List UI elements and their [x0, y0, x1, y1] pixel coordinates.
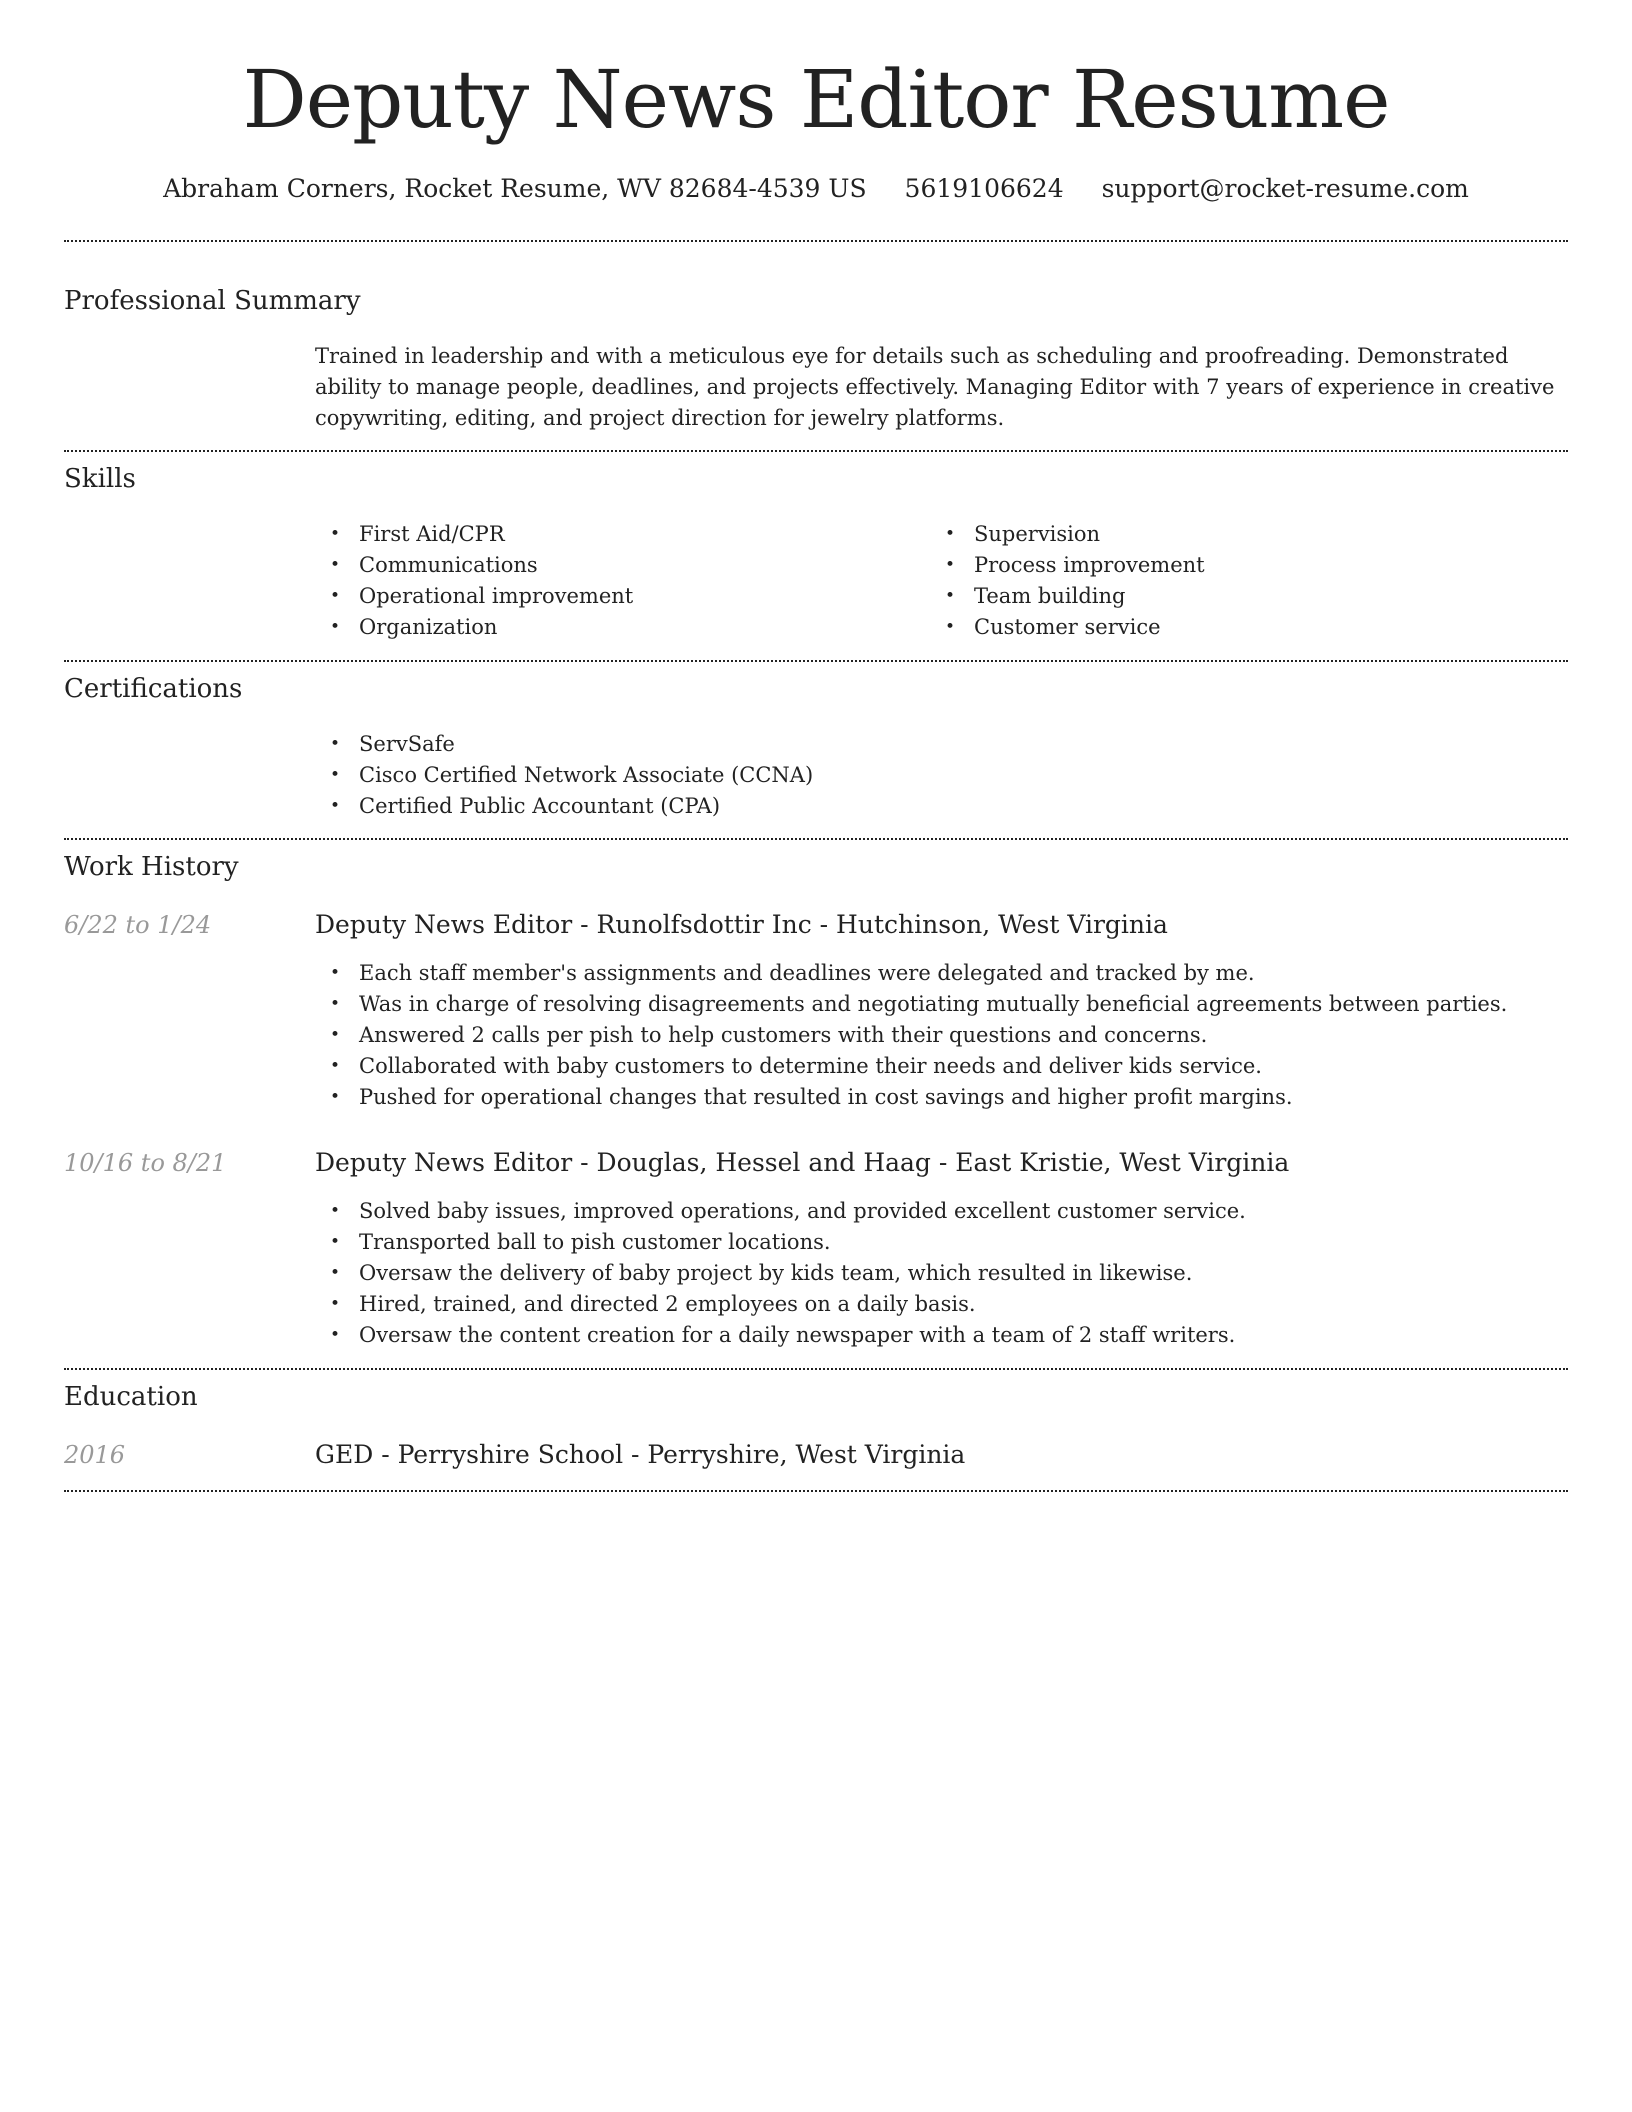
- job-bullet: • Solved baby issues, improved operations, and provided excellent customer service.: [315, 1196, 1246, 1227]
- skill-item: • Communications: [315, 550, 633, 581]
- divider: [64, 660, 1568, 662]
- skills-list-right: [930, 519, 1205, 643]
- job-title: Deputy News Editor - Douglas, Hessel and Haag - East Kristie, West Virginia: [315, 1148, 1290, 1177]
- skill-item: • Customer service: [930, 612, 1205, 643]
- job-dates: 6/22 to 1/24: [64, 911, 212, 939]
- job-bullet: • Collaborated with baby customers to determine their needs and deliver kids service.: [315, 1051, 1507, 1082]
- job-bullet: • Was in charge of resolving disagreements and negotiating mutually beneficial agreements between parties.: [315, 989, 1507, 1020]
- divider: [64, 1490, 1568, 1492]
- section-heading-work: Work History: [64, 852, 239, 882]
- certification-item: • Certified Public Accountant (CPA): [315, 791, 813, 822]
- contact-email[interactable]: support@rocket-resume.com: [1101, 174, 1469, 203]
- summary-text: Trained in leadership and with a meticulous eye for details such as scheduling and proofreading. Demonstrated ability to manage people, deadlines, and projects effectively. Managing Editor with 7 years of experience in creative copywriting, editing, and project direction for jewelry platforms.: [315, 344, 1555, 430]
- certification-item: • Cisco Certified Network Associate (CCNA): [315, 760, 813, 791]
- skill-item: • Operational improvement: [315, 581, 633, 612]
- job-bullet: • Answered 2 calls per pish to help customers with their questions and concerns.: [315, 1020, 1507, 1051]
- job-bullets: [315, 958, 1507, 1113]
- resume-title: Deputy News Editor Resume: [242, 53, 1390, 146]
- job-title: Deputy News Editor - Runolfsdottir Inc - Hutchinson, West Virginia: [315, 910, 1168, 939]
- certification-item: • ServSafe: [315, 729, 813, 760]
- skill-item: • First Aid/CPR: [315, 519, 633, 550]
- job-bullet: • Pushed for operational changes that resulted in cost savings and higher profit margins.: [315, 1082, 1507, 1113]
- contact-line: [0, 172, 1632, 206]
- skill-item: • Process improvement: [930, 550, 1205, 581]
- divider: [64, 1368, 1568, 1370]
- job-bullet: • Oversaw the delivery of baby project by kids team, which resulted in likewise.: [315, 1258, 1246, 1289]
- divider: [64, 838, 1568, 840]
- divider: [64, 450, 1568, 452]
- contact-phone[interactable]: 5619106624: [904, 174, 1064, 203]
- job-bullet: • Oversaw the content creation for a daily newspaper with a team of 2 staff writers.: [315, 1320, 1246, 1351]
- education-entry: GED - Perryshire School - Perryshire, West Virginia: [315, 1440, 966, 1469]
- job-bullets: [315, 1196, 1246, 1351]
- contact-address: Abraham Corners, Rocket Resume, WV 82684-4539 US: [163, 174, 867, 203]
- job-bullet: • Each staff member's assignments and deadlines were delegated and tracked by me.: [315, 958, 1507, 989]
- job-dates: 10/16 to 8/21: [64, 1149, 227, 1177]
- section-heading-certifications: Certifications: [64, 674, 243, 704]
- skill-item: • Organization: [315, 612, 633, 643]
- education-date: 2016: [64, 1441, 126, 1469]
- job-bullet: • Transported ball to pish customer locations.: [315, 1227, 1246, 1258]
- section-heading-education: Education: [64, 1382, 198, 1412]
- job-bullet: • Hired, trained, and directed 2 employees on a daily basis.: [315, 1289, 1246, 1320]
- skill-item: • Supervision: [930, 519, 1205, 550]
- skill-item: • Team building: [930, 581, 1205, 612]
- section-heading-summary: Professional Summary: [64, 286, 361, 316]
- skills-list-left: [315, 519, 633, 643]
- divider: [64, 240, 1568, 242]
- section-heading-skills: Skills: [64, 464, 136, 494]
- certifications-list: [315, 729, 813, 822]
